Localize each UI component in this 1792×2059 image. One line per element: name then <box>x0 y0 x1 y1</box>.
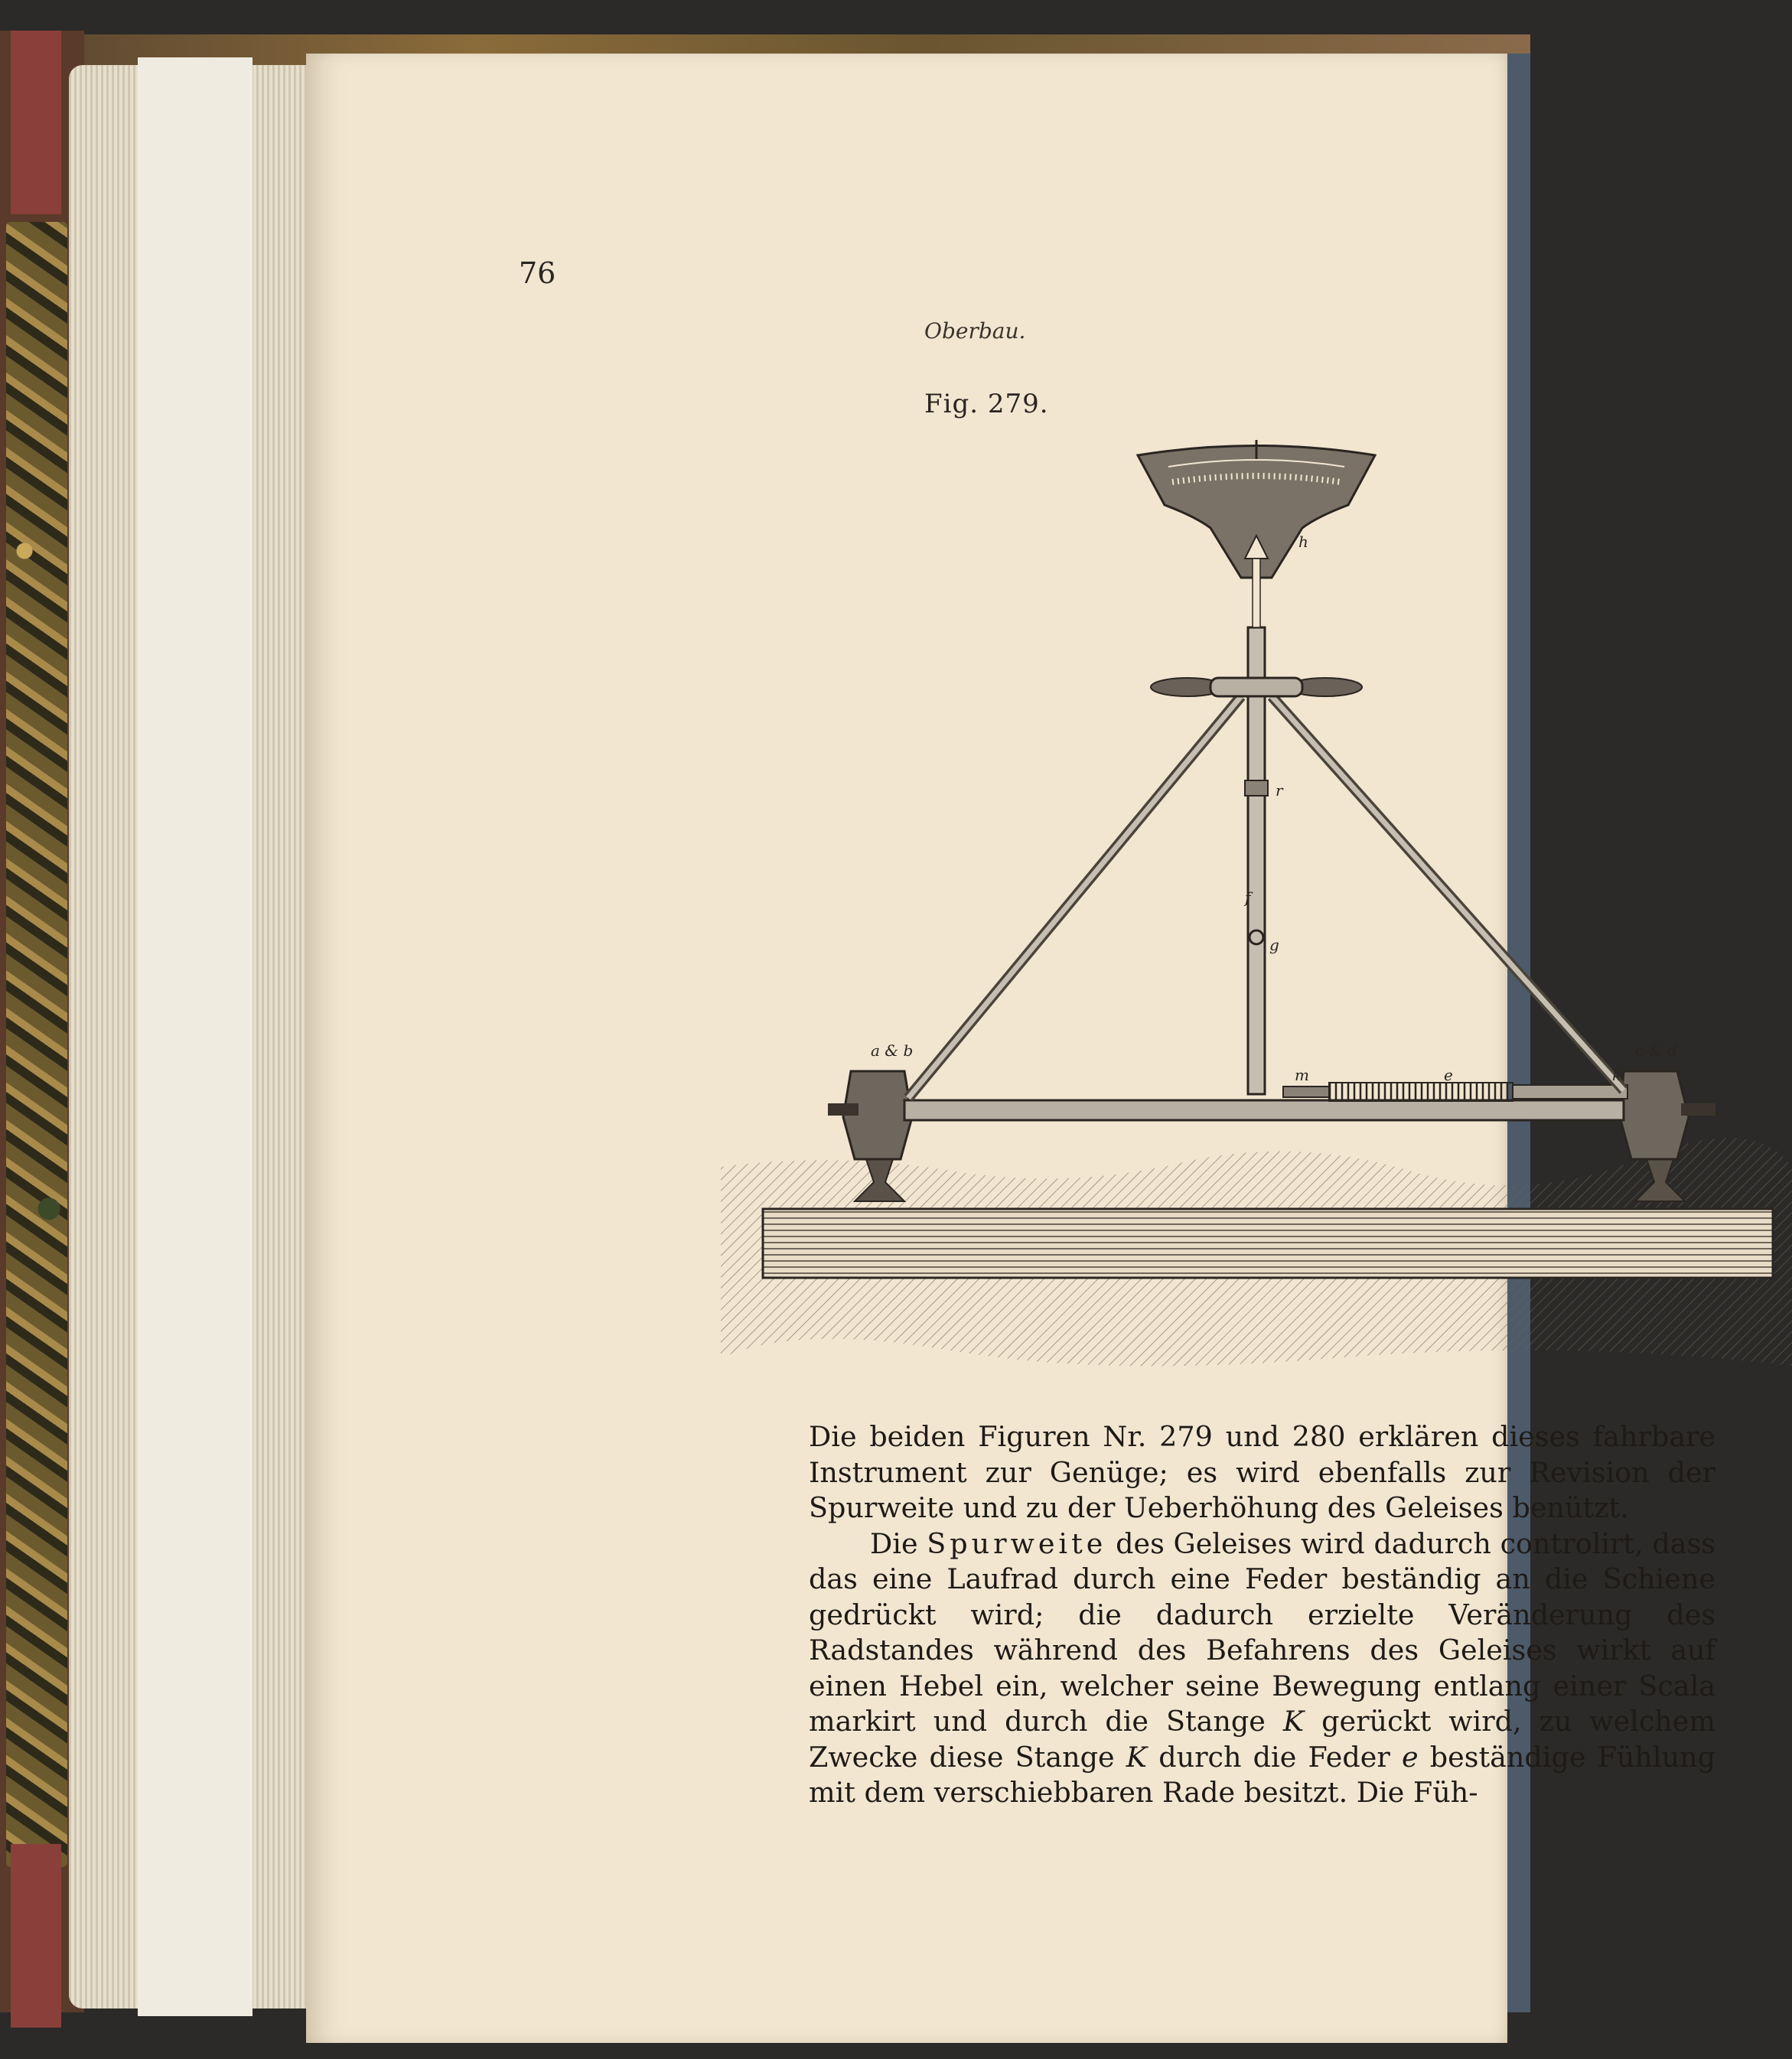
label-k: k <box>1612 1066 1622 1084</box>
text-segment: durch die Feder <box>1147 1740 1402 1774</box>
text-segment: beständige Fühlung mit dem verschiebbaren Rade besitzt. Die Füh- <box>809 1740 1715 1809</box>
label-a-b: a & b <box>871 1041 914 1060</box>
page-gutter <box>138 57 253 2016</box>
figure-caption: Fig. 279. <box>924 389 1049 419</box>
text-segment: gerückt wird, zu welchem Zwecke diese Stange <box>809 1705 1716 1774</box>
book-page <box>306 54 1716 2043</box>
wooden-sleeper <box>763 1209 1773 1278</box>
text-segment: Spurweite <box>927 1526 1107 1560</box>
rod-m <box>1283 1087 1329 1097</box>
label-m: m <box>1295 1066 1309 1084</box>
pointer-arrow-shaft <box>1253 559 1260 627</box>
label-h: h <box>1298 533 1308 551</box>
spring-e <box>1329 1083 1513 1101</box>
cover-leather-band-top <box>11 31 61 214</box>
text-segment: K <box>1282 1705 1305 1738</box>
label-e: e <box>1444 1066 1453 1084</box>
text-segment: K <box>1126 1740 1148 1774</box>
label-r: r <box>1276 781 1283 800</box>
right-wheel <box>1620 1071 1689 1159</box>
cover-leather-band-bottom <box>11 1844 61 2028</box>
text-segment: Die beiden Figuren Nr. 279 und 280 erklären dieses fahrbare Instrument zur Genüge; es wird ebenfalls zur Revision der Spurweite und zu der Ueberhöhung des Geleises benützt. <box>809 1420 1715 1524</box>
left-axle-nut <box>828 1103 859 1116</box>
collar-r <box>1245 780 1268 796</box>
main-cross-bar <box>904 1100 1624 1120</box>
running-head: Oberbau. <box>924 318 1026 344</box>
text-segment: e <box>1402 1740 1419 1774</box>
text-segment: Die <box>870 1526 927 1560</box>
rod-k <box>1513 1085 1627 1099</box>
body-text <box>809 1419 1715 1811</box>
label-c-d: c & d <box>1635 1041 1677 1060</box>
handle-bar <box>1210 678 1302 696</box>
label-g: g <box>1269 936 1279 954</box>
marbled-cover <box>6 222 67 1867</box>
label-f: f <box>1245 888 1251 907</box>
paragraph-1 <box>809 1419 1715 1526</box>
text-segment: des Geleises wird dadurch controlirt, dass das eine Laufrad durch eine Feder beständig an die Schiene gedrückt wird; die dadurch erzielte Veränderung des Radstandes während des Befahrens des Geleises wirkt auf einen Hebel ein, welcher seine Bewegung entlang einer Scala markirt und durch die Stange <box>809 1526 1716 1738</box>
paragraph-2 <box>809 1526 1715 1811</box>
page-number: 76 <box>519 256 556 290</box>
track-gauge-instrument-illustration <box>721 444 1792 1362</box>
right-axle-nut <box>1681 1103 1715 1116</box>
